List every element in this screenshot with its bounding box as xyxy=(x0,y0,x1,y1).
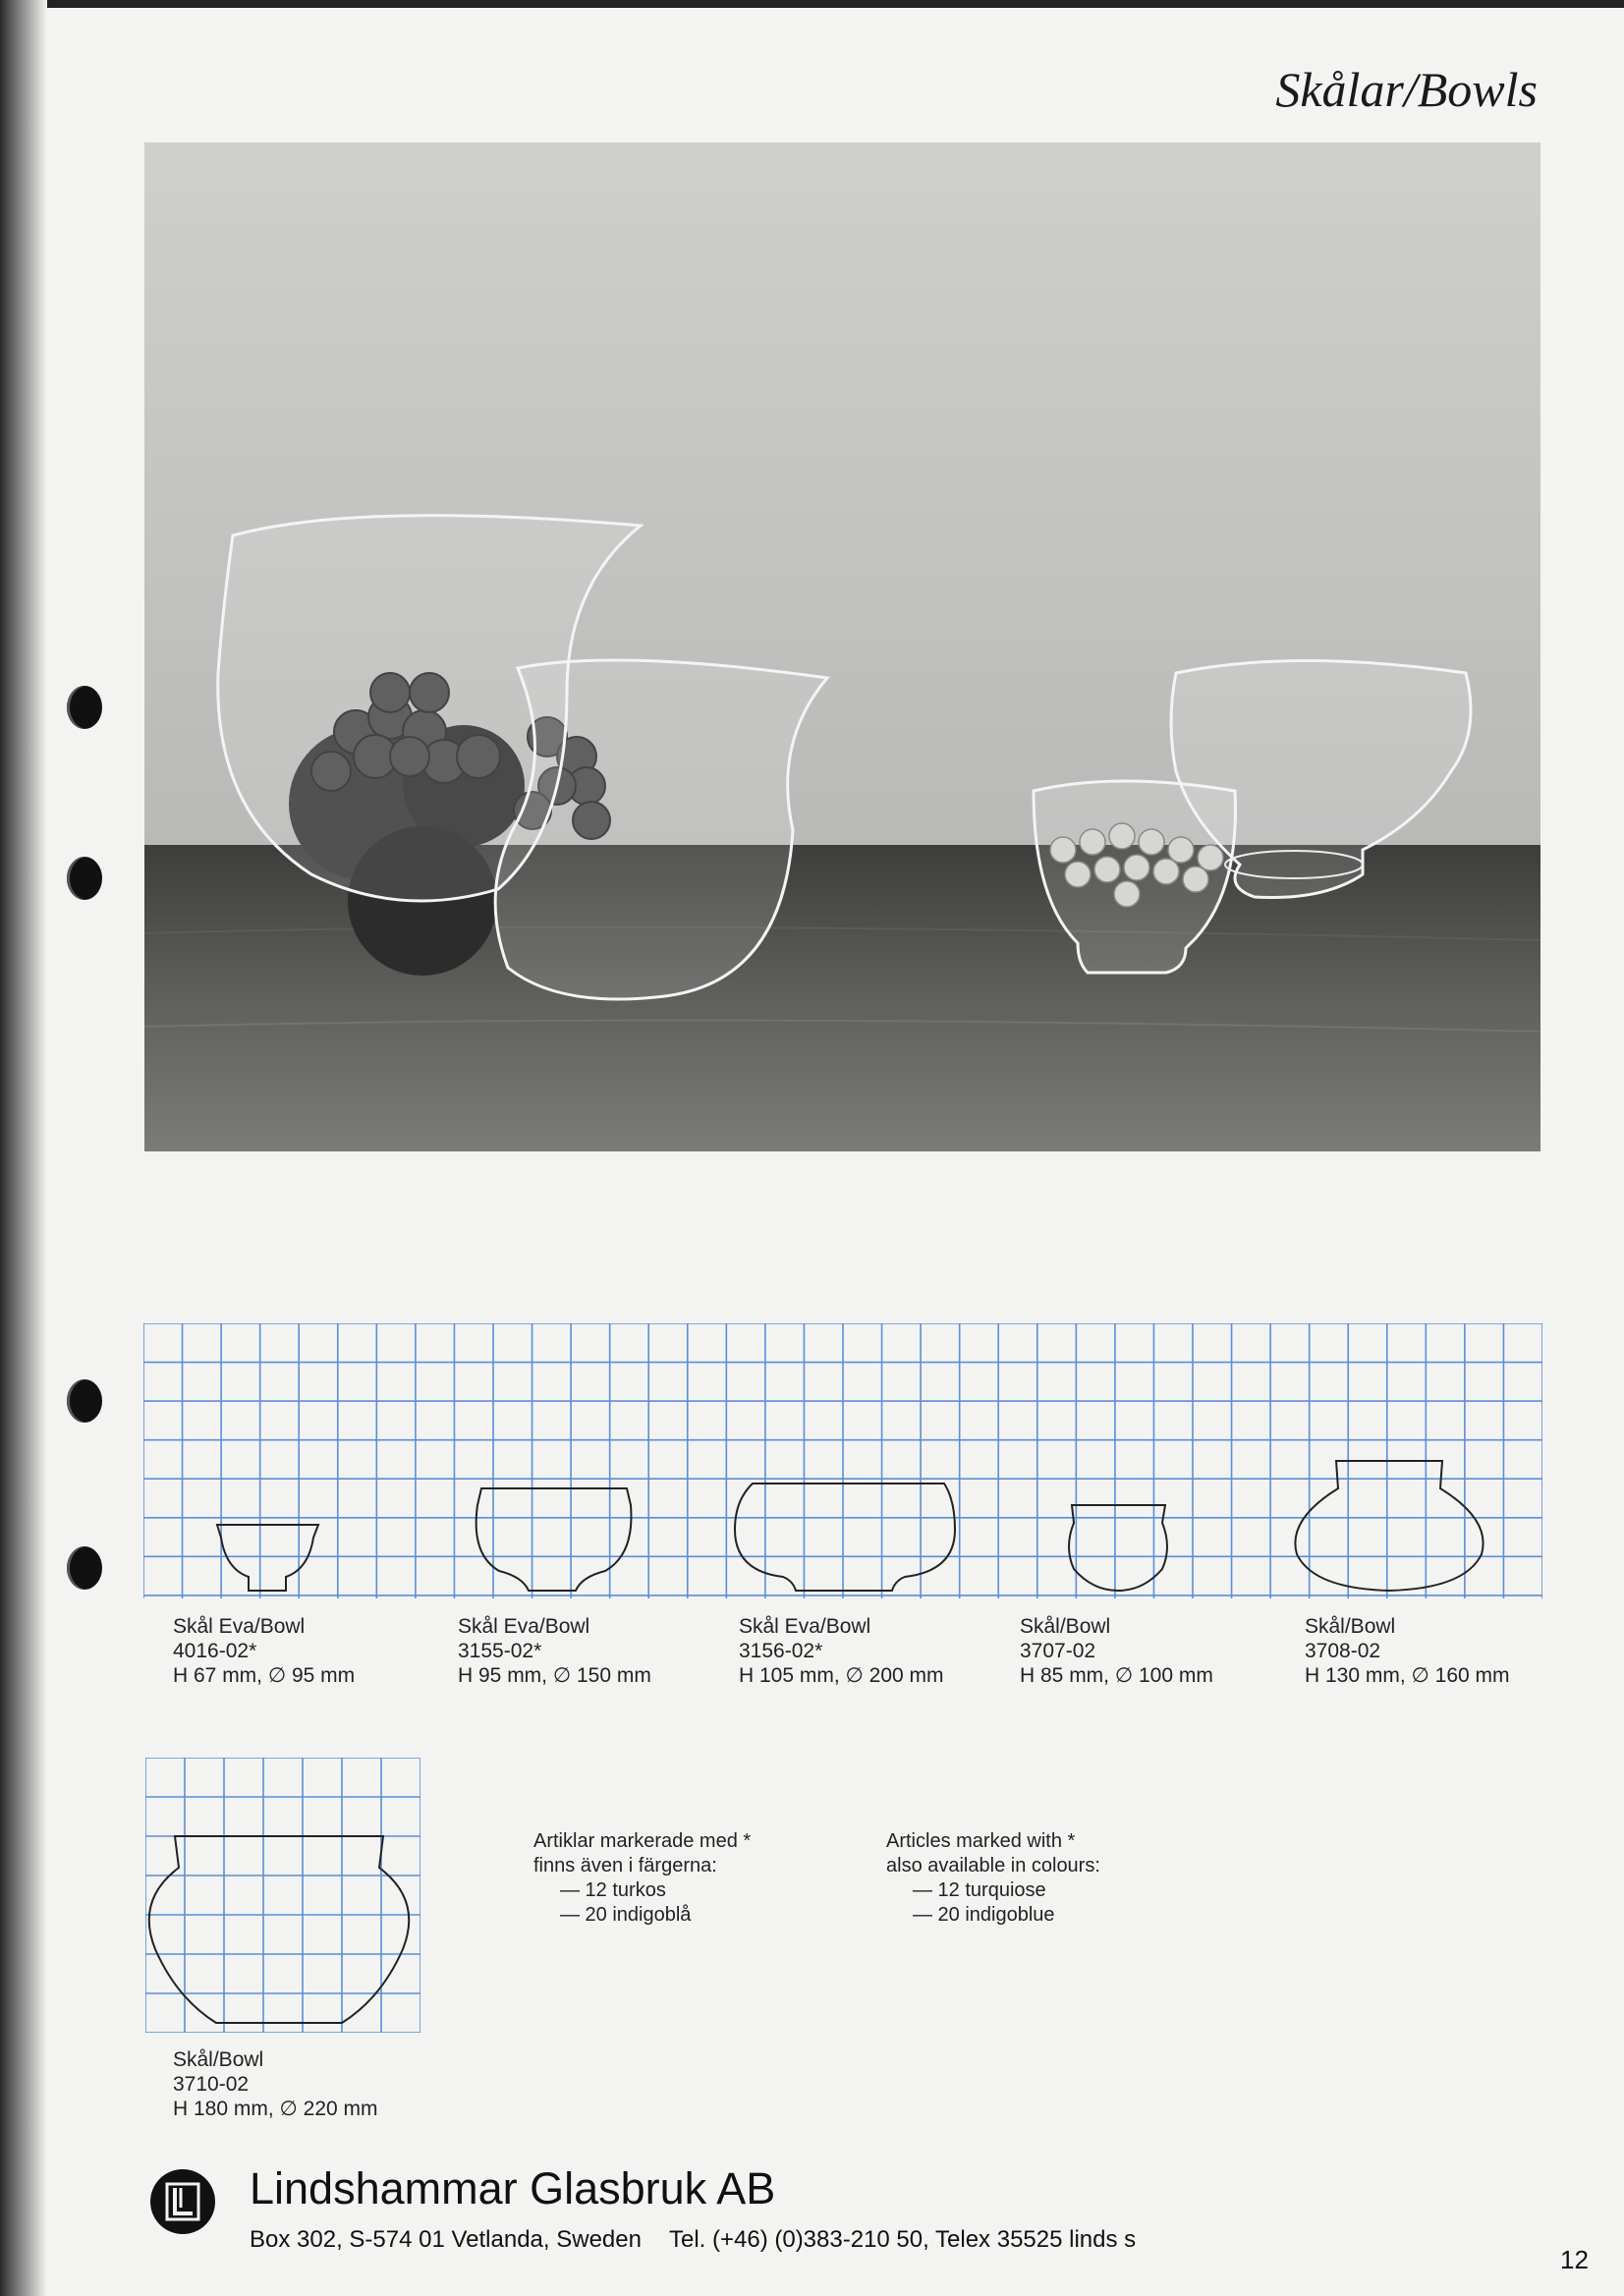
punch-hole xyxy=(67,686,102,729)
profile-3708 xyxy=(1295,1461,1483,1591)
product-caption: Skål/Bowl 3707-02 H 85 mm, ∅ 100 mm xyxy=(1020,1615,1213,1687)
colour-note-swedish: Artiklar markerade med * finns även i färgerna: — 12 turkos — 20 indigoblå xyxy=(533,1830,752,1926)
company-name: Lindshammar Glasbruk AB xyxy=(250,2163,776,2213)
profile-3156 xyxy=(735,1484,955,1591)
binding-edge xyxy=(0,0,47,2296)
product-caption: Skål/Bowl 3710-02 H 180 mm, ∅ 220 mm xyxy=(173,2048,378,2120)
scan-top-edge xyxy=(0,0,1624,8)
punch-hole xyxy=(67,1379,102,1423)
product-photo xyxy=(144,142,1540,1151)
punch-hole xyxy=(67,1546,102,1590)
profile-3155 xyxy=(476,1488,632,1591)
profile-3710 xyxy=(149,1836,410,2023)
page-number: 12 xyxy=(1560,2245,1589,2274)
product-caption: Skål Eva/Bowl 3156-02* H 105 mm, ∅ 200 mm xyxy=(739,1615,944,1687)
colour-note-english: Articles marked with * also available in colours: — 12 turquiose — 20 indigoblue xyxy=(886,1830,1100,1926)
profile-grid-main xyxy=(143,1323,1542,1598)
product-caption: Skål/Bowl 3708-02 H 130 mm, ∅ 160 mm xyxy=(1305,1615,1510,1687)
company-address: Box 302, S-574 01 Vetlanda, Sweden Tel. (+46) (0)383-210 50, Telex 35525 linds s xyxy=(250,2226,1137,2253)
profile-grid-large xyxy=(145,1758,420,2033)
profile-4016 xyxy=(217,1525,318,1591)
product-caption: Skål Eva/Bowl 3155-02* H 95 mm, ∅ 150 mm xyxy=(458,1615,651,1687)
punch-hole xyxy=(67,857,102,900)
page-title: Skålar/Bowls xyxy=(1275,62,1538,117)
product-caption: Skål Eva/Bowl 4016-02* H 67 mm, ∅ 95 mm xyxy=(173,1615,356,1687)
company-logo xyxy=(149,2168,216,2235)
